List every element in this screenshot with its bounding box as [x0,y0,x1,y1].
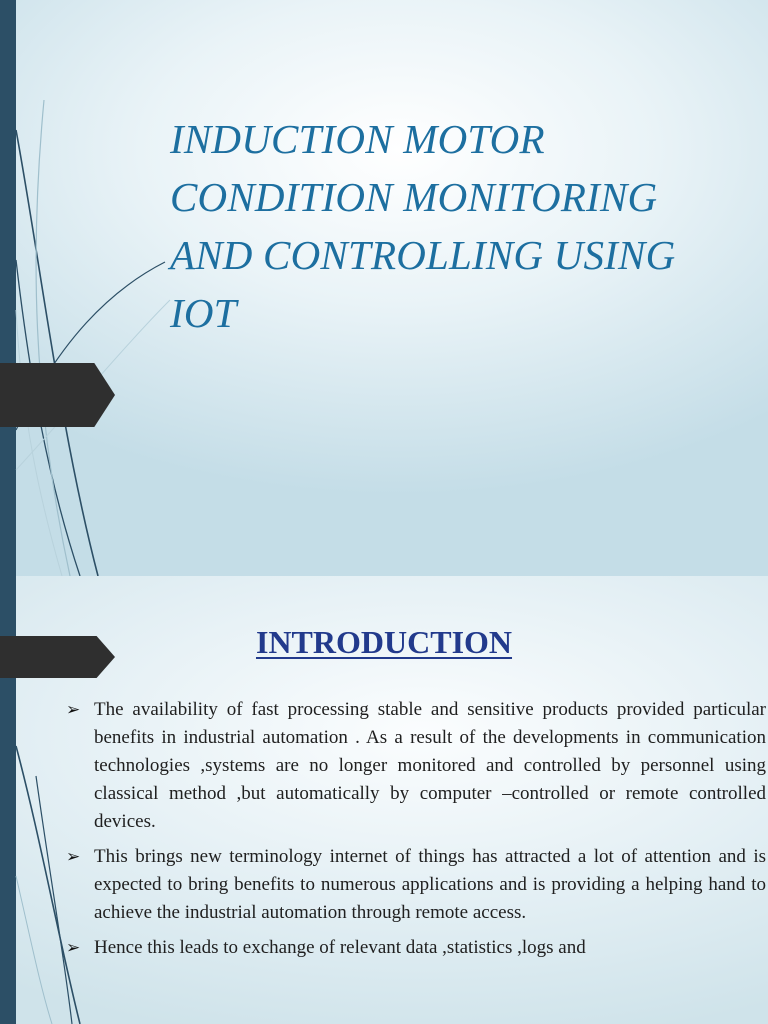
arrow-bullet-icon: ➢ [66,938,81,957]
bullet-text: Hence this leads to exchange of relevant data ,statistics ,logs and [94,937,586,958]
bullet-list [66,696,766,969]
arrow-bullet-icon: ➢ [66,847,81,866]
slide-title: INDUCTION MOTOR CONDITION MONITORING AND CONTROLLING USING IOT [170,116,676,336]
list-item [66,934,766,962]
list-item [66,696,766,836]
arrow-shape [0,363,115,427]
bullet-text: This brings new terminology internet of things has attracted a lot of attention and is expected to bring benefits to numerous applications and is providing a helping hand to achieve the industrial automation through remote access. [94,846,766,923]
section-heading: INTRODUCTION [255,624,513,660]
bullet-text: The availability of fast processing stable and sensitive products provided particular benefits in industrial automation . As a result of the developments in communication technologies ,systems are no longer monitored and controlled by personnel using classical method ,but automatically by computer –controlled or remote controlled devices. [94,699,766,832]
arrow-bullet-icon: ➢ [66,700,81,719]
list-item [66,843,766,927]
introduction-slide [0,576,768,1024]
